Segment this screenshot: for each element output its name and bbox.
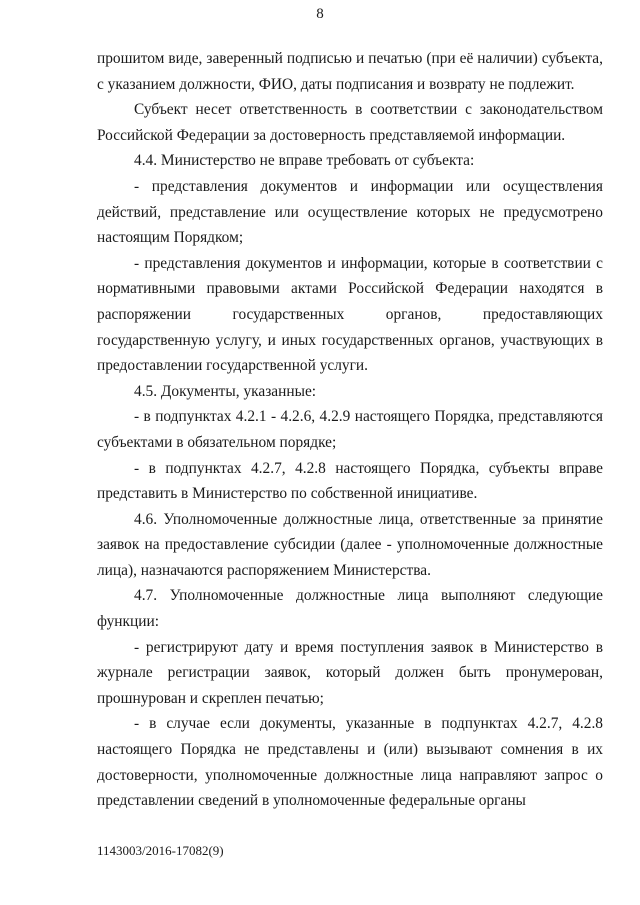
list-item: - представления документов и информации, которые в соответствии с нормативными правовыми актами Российской Федерации находятся в распоряжении государственных органов, предоставляющих государственную услугу, и иных государственных органов, участвующих в предоставлении государственной услуги. <box>97 254 603 375</box>
section-heading: 4.4. Министерство не вправе требовать от субъекта: <box>134 152 475 170</box>
paragraph: Субъект несет ответственность в соответствии с законодательством Российской Федерации за достоверность представляемой информации. <box>97 101 603 144</box>
section-heading: 4.5. Документы, указанные: <box>134 382 317 400</box>
page-number: 8 <box>316 6 324 22</box>
paragraph: прошитом виде, заверенный подписью и печатью (при её наличии) субъекта, с указанием должности, ФИО, даты подписания и возврату не подлежит. <box>97 50 603 93</box>
section-heading: 4.7. Уполномоченные должностные лица выполняют следующие функции: <box>97 587 603 631</box>
list-item: - в подпунктах 4.2.1 - 4.2.6, 4.2.9 настоящего Порядка, представляются субъектами в обязательном порядке; <box>97 408 603 451</box>
list-item: - регистрируют дату и время поступления заявок в Министерство в журнале регистрации заявок, который должен быть пронумерован, прошнурован и скреплен печатью; <box>97 638 603 707</box>
list-item: - представления документов и информации или осуществления действий, представление или осуществление которых не предусмотрено настоящим Порядком; <box>97 177 603 247</box>
list-item: - в случае если документы, указанные в подпунктах 4.2.7, 4.2.8 настоящего Порядка не представлены и (или) вызывают сомнения в их достоверности, уполномоченные должностные лица направляют запрос о представлении сведений в уполномоченные федеральные органы <box>97 715 603 810</box>
document-code: 1143003/2016-17082(9) <box>97 843 224 858</box>
document-body <box>97 46 603 814</box>
paragraph: 4.6. Уполномоченные должностные лица, ответственные за принятие заявок на предоставление субсидии (далее - уполномоченные должностные лица), назначаются распоряжением Министерства. <box>97 510 603 579</box>
list-item: - в подпунктах 4.2.7, 4.2.8 настоящего Порядка, субъекты вправе представить в Министерство по собственной инициативе. <box>97 459 603 503</box>
